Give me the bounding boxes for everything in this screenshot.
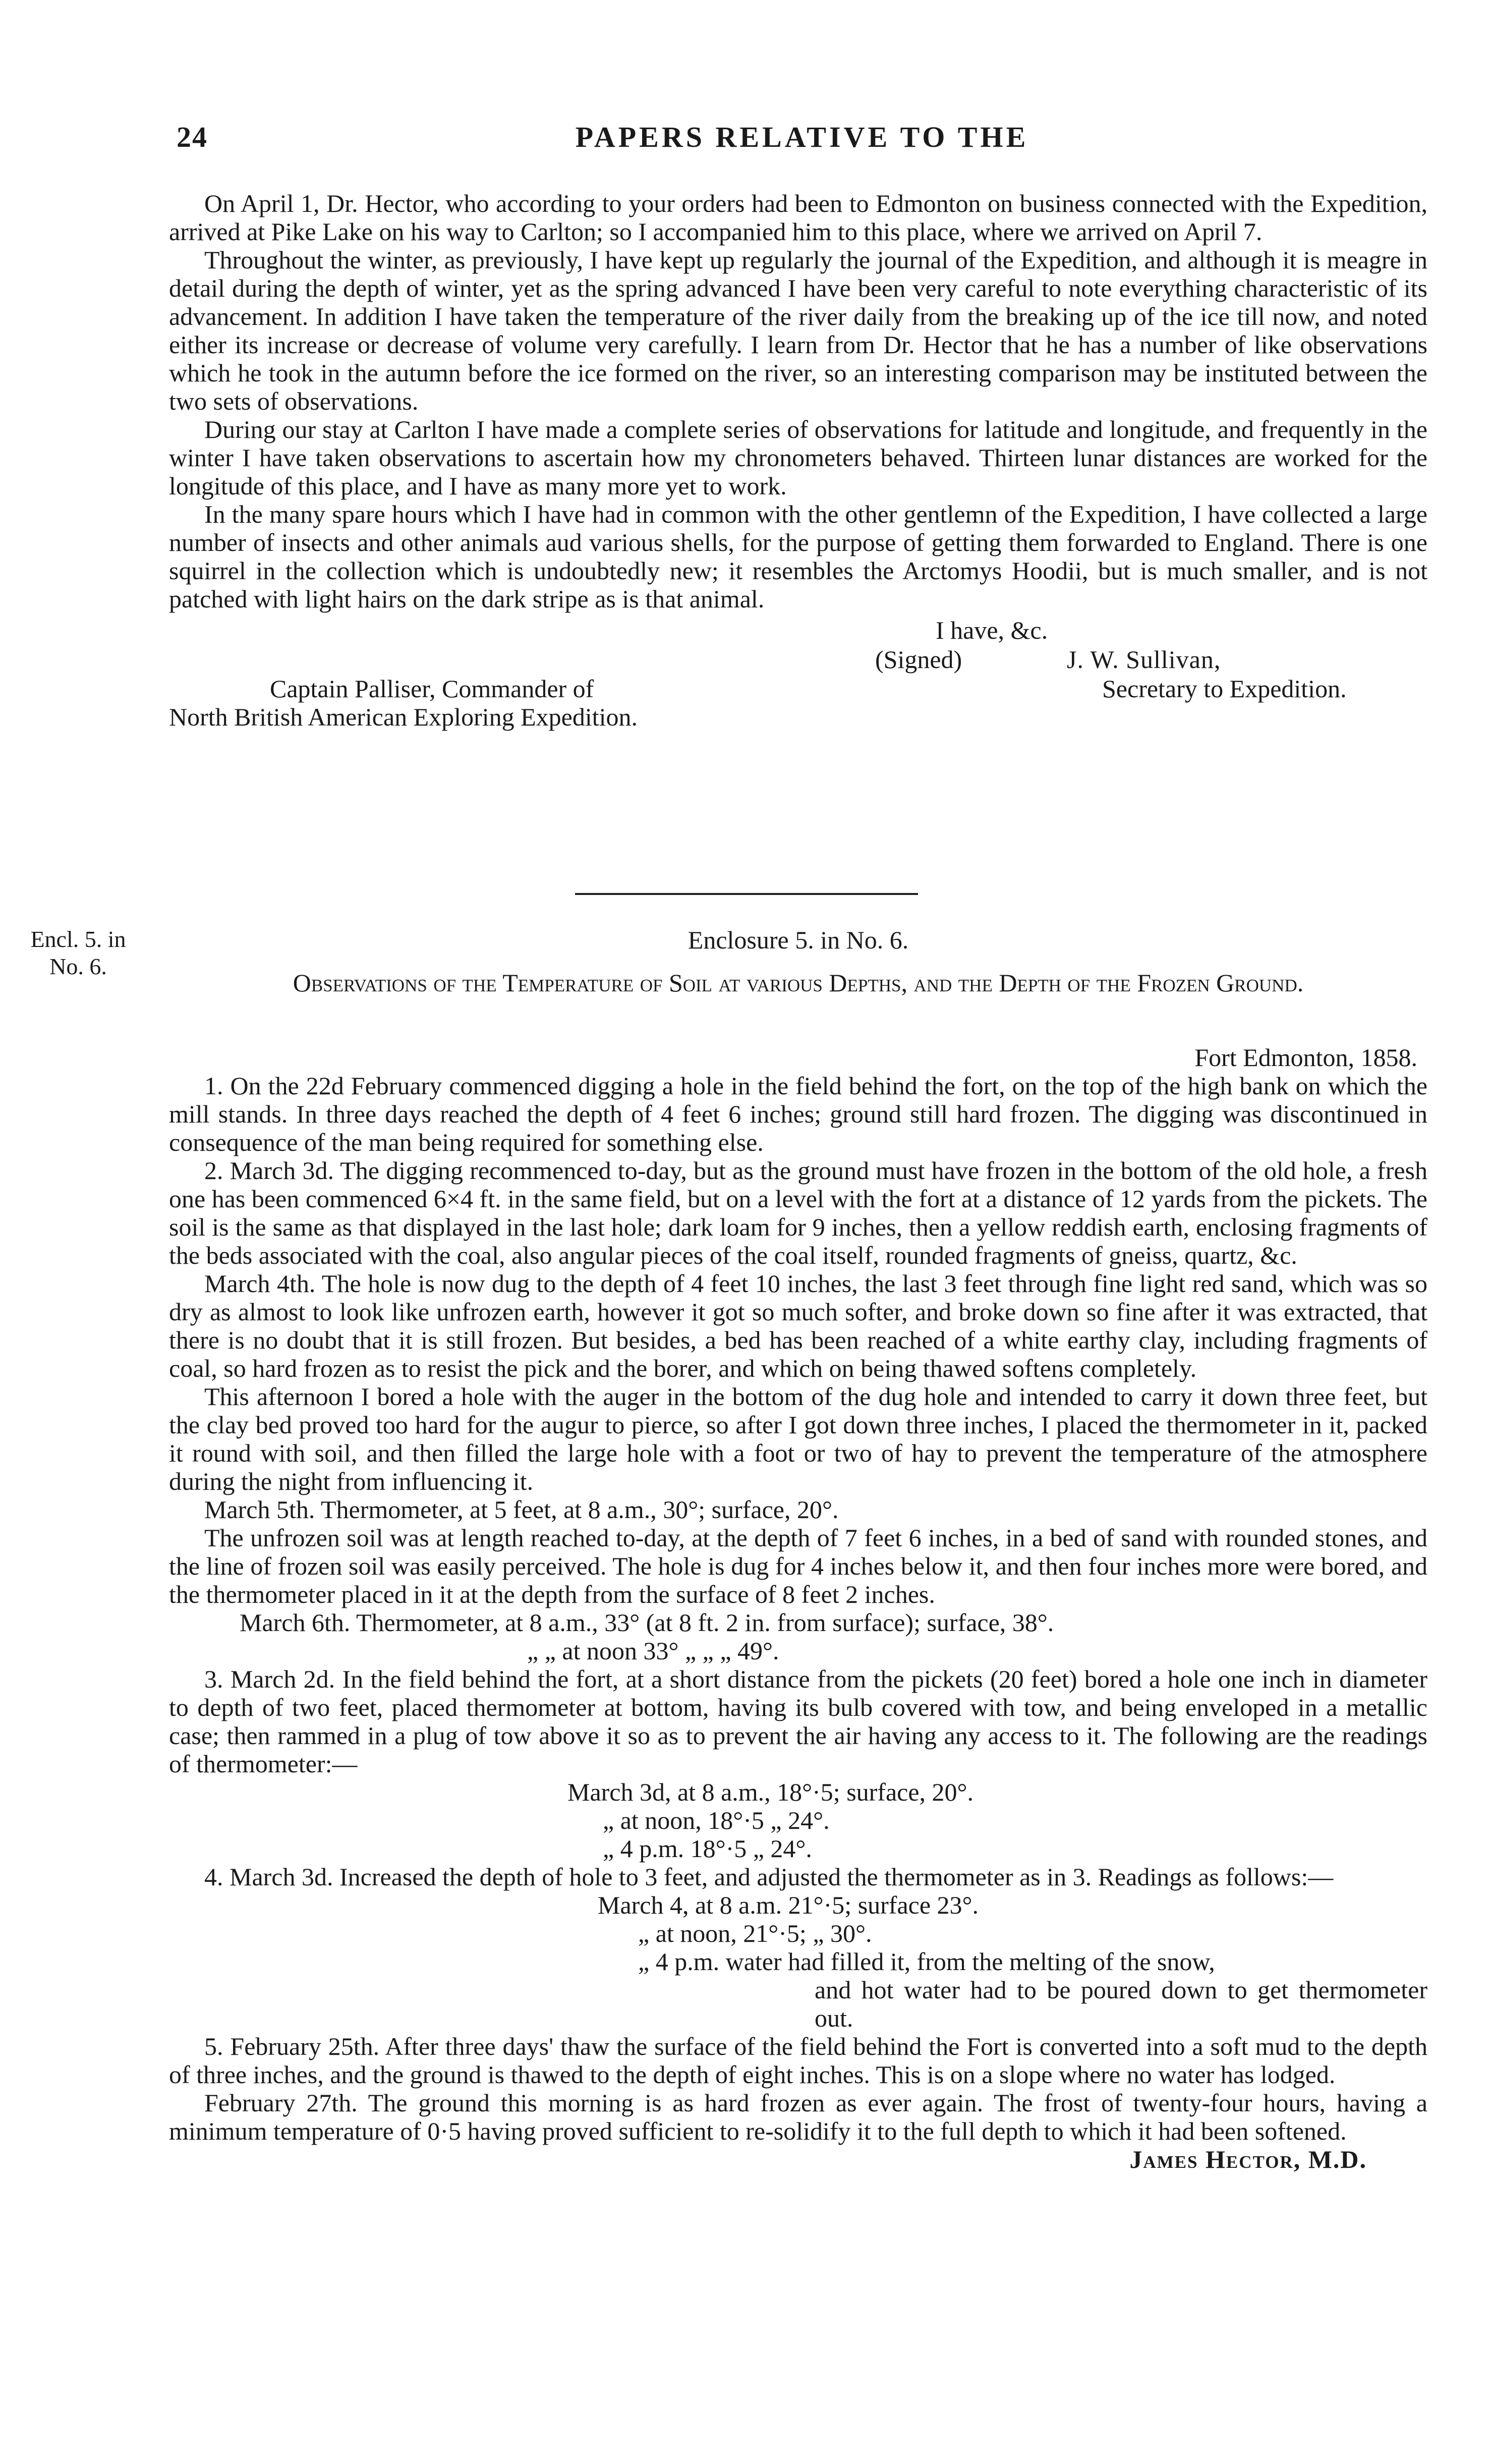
letter-paragraph: During our stay at Carlton I have made a complete series of observations for latitude and longitude, and frequently in the winter I have taken observations to ascertain how my chronometers behaved. Thirteen lunar distances are worked for the longitude of this place, and I have as many more yet to work. (169, 415, 1427, 500)
place-date: Fort Edmonton, 1858. (1194, 1043, 1417, 1072)
enclosure-title: Enclosure 5. in No. 6. (688, 926, 909, 954)
report-paragraph: This afternoon I bored a hole with the auger in the bottom of the dug hole and intended to carry it down three feet, but the clay bed proved too hard for the augur to pierce, so after I got down three inches, I placed the thermometer in it, packed it round with soil, and then filled the large hole with a foot or two of hay to prevent the temperature of the atmosphere during the night from influencing it. (169, 1382, 1427, 1495)
report-signature: James Hector, M.D. (1129, 2145, 1367, 2173)
report-body (169, 1043, 1427, 2173)
observations-title: Observations of the Temperature of Soil at various Depths, and the Depth of the Frozen Ground. (293, 969, 1304, 997)
signed-label: (Signed) (875, 645, 962, 674)
letter-paragraph: On April 1, Dr. Hector, who according to your orders had been to Edmonton on business connected with the Expedition, arrived at Pike Lake on his way to Carlton; so I accompanied him to this place, where we arrived on April 7. (169, 189, 1427, 246)
reading-line: March 4, at 8 a.m. 21°·5; surface 23°. (598, 1891, 979, 1919)
addressee-line-2: North British American Exploring Expedition. (169, 703, 638, 731)
page-header (171, 120, 1433, 160)
margin-note-line-2: No. 6. (49, 954, 107, 979)
report-paragraph: 1. On the 22d February commenced digging a hole in the field behind the fort, on the top of the high bank on which the mill stands. In three days reached the depth of 4 feet 6 inches; ground still hard frozen. The digging was discontinued in consequence of the man being required for something else. (169, 1072, 1427, 1156)
report-paragraph: The unfrozen soil was at length reached to-day, at the depth of 7 feet 6 inches, in a bed of sand with rounded stones, and the line of frozen soil was easily perceived. The hole is dug for 4 inches below it, and then four inches more were bored, and the thermometer placed in it at the depth from the surface of 8 feet 2 inches. (169, 1524, 1427, 1608)
report-paragraph: 4. March 3d. Increased the depth of hole to 3 feet, and adjusted the thermometer as in 3. Readings as follows:— (204, 1863, 1334, 1891)
report-paragraph: March 5th. Thermometer, at 5 feet, at 8 a.m., 30°; surface, 20°. (204, 1495, 839, 1524)
letter-closing: I have, &c. (936, 616, 1048, 644)
reading-line: „ 4 p.m. 18°·5 „ 24°. (603, 1834, 812, 1863)
reading-line: „ 4 p.m. water had filled it, from the melting of the snow, (638, 1947, 1215, 1976)
report-paragraph: 5. February 25th. After three days' thaw the surface of the field behind the Fort is converted into a soft mud to the depth of three inches, and the ground is thawed to the depth of eight inches. This is on a slope where no water has lodged. (169, 2032, 1427, 2089)
reading-line: „ at noon, 18°·5 „ 24°. (603, 1806, 830, 1834)
reading-line: March 3d, at 8 a.m., 18°·5; surface, 20°. (567, 1778, 974, 1806)
letter-paragraph: In the many spare hours which I have had in common with the other gentlemn of the Expedition, I have collected a large number of insects and other animals aud various shells, for the purpose of getting them forwarded to England. There is one squirrel in the collection which is undoubtedly new; it resembles the Arctomys Hoodii, but is much smaller, and is not patched with light hairs on the dark stripe as is that animal. (169, 500, 1427, 613)
report-paragraph: 3. March 2d. In the field behind the fort, at a short distance from the pickets (20 feet) bored a hole one inch in diameter to depth of two feet, placed thermometer at bottom, having its bulb covered with tow, and being enveloped in a metallic case; then rammed in a plug of tow above it so as to prevent the air having any access to it. The following are the readings of thermometer:— (169, 1665, 1427, 1778)
report-paragraph: 2. March 3d. The digging recommenced to-day, but as the ground must have frozen in the bottom of the old hole, a fresh one has been commenced 6×4 ft. in the same field, but on a level with the fort at a distance of 12 yards from the pickets. The soil is the same as that displayed in the last hole; dark loam for 9 inches, then a yellow reddish earth, enclosing fragments of the beds associated with the coal, also angular pieces of the coal itself, rounded fragments of gneiss, quartz, &c. (169, 1156, 1427, 1269)
reading-continuation: and hot water had to be poured down to get thermometer out. (815, 1976, 1427, 2032)
margin-note (10, 926, 146, 980)
report-paragraph: February 27th. The ground this morning is as hard frozen as ever again. The frost of twenty-four hours, having a minimum temperature of 0·5 having proved sufficient to re-solidify it to the full depth to which it had been softened. (169, 2089, 1427, 2145)
signer-name: J. W. Sullivan, (1067, 645, 1221, 674)
reading-line: March 6th. Thermometer, at 8 a.m., 33° (at 8 ft. 2 in. from surface); surface, 38°. (240, 1608, 1054, 1637)
margin-note-line-1: Encl. 5. in (30, 926, 126, 952)
section-divider (575, 893, 918, 895)
page-number: 24 (177, 121, 208, 153)
report-paragraph: March 4th. The hole is now dug to the depth of 4 feet 10 inches, the last 3 feet through fine light red sand, which was so dry as almost to look like unfrozen earth, however it got so much softer, and broke down so fine after it was extracted, that there is no doubt that it is still frozen. But besides, a bed has been reached of a white earthy clay, including fragments of coal, so hard frozen as to resist the pick and the borer, and which on being thawed softens completely. (169, 1269, 1427, 1382)
signer-title: Secretary to Expedition. (1102, 675, 1347, 703)
letter-body (169, 189, 1427, 732)
reading-line: „ „ at noon 33° „ „ „ 49°. (527, 1637, 779, 1665)
addressee-line-1: Captain Palliser, Commander of (270, 675, 594, 703)
running-title: PAPERS RELATIVE TO THE (575, 121, 1029, 153)
reading-line: „ at noon, 21°·5; „ 30°. (638, 1919, 872, 1947)
letter-signature-block (169, 616, 1427, 732)
letter-paragraph: Throughout the winter, as previously, I have kept up regularly the journal of the Expedition, and although it is meagre in detail during the depth of winter, yet as the spring advanced I have been very careful to note everything characteristic of its advancement. In addition I have taken the temperature of the river daily from the breaking up of the ice till now, and noted either its increase or decrease of volume very carefully. I learn from Dr. Hector that he has a number of like observations which he took in the autumn before the ice formed on the river, so an interesting comparison may be instituted between the two sets of observations. (169, 246, 1427, 415)
